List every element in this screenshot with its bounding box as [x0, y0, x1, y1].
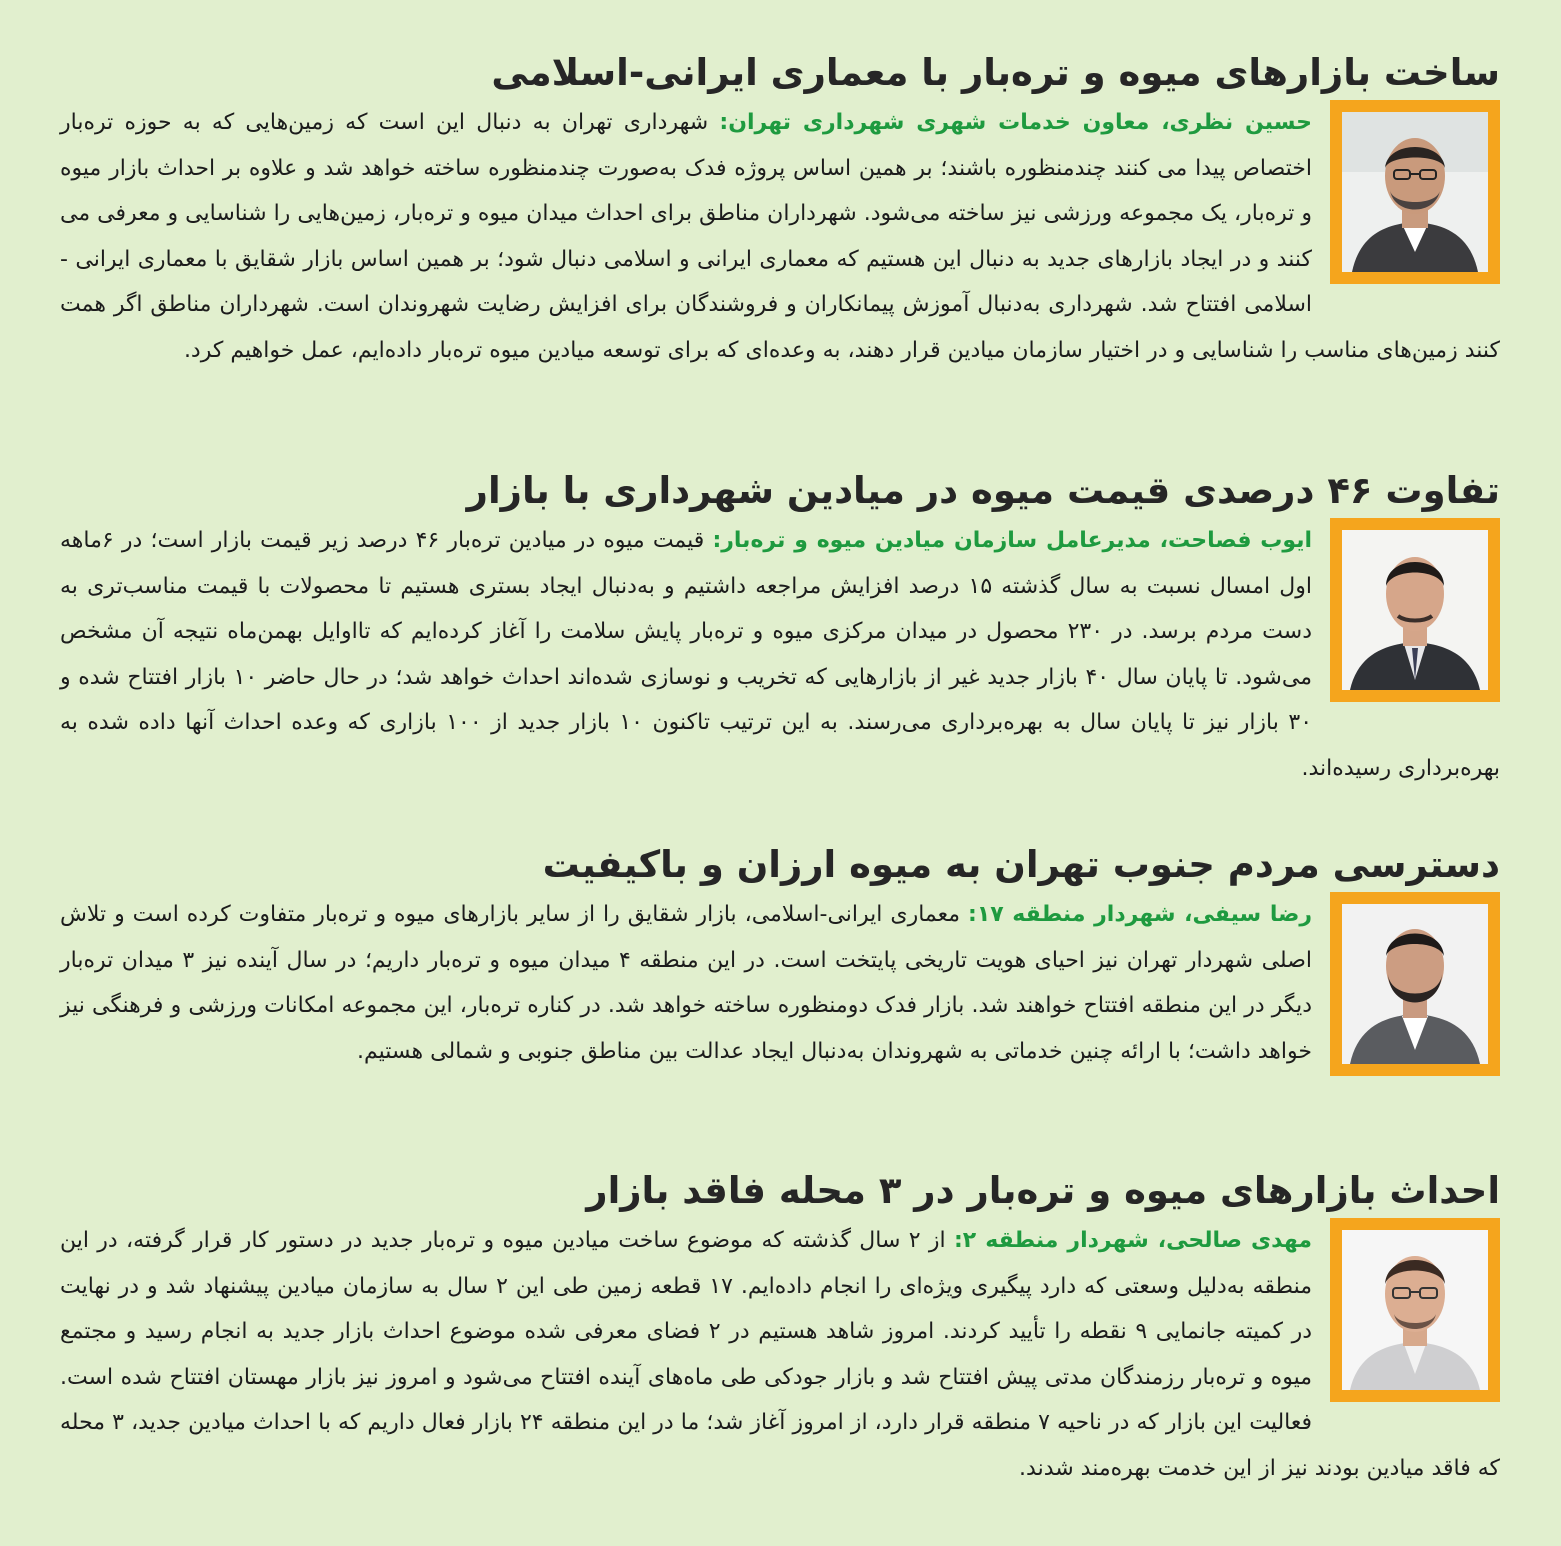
portrait-image	[1342, 530, 1488, 690]
speaker-name: رضا سیفی، شهردار منطقه ۱۷:	[968, 902, 1312, 927]
portrait-image	[1342, 112, 1488, 272]
section-price-difference	[60, 468, 1500, 791]
speaker-photo	[1330, 518, 1500, 702]
speaker-name: مهدی صالحی، شهردار منطقه ۲:	[953, 1228, 1313, 1253]
section-body	[60, 892, 1500, 1074]
speaker-photo	[1330, 1218, 1500, 1402]
portrait-image	[1342, 904, 1488, 1064]
section-text: معماری ایرانی-اسلامی، بازار شقایق را از سایر بازارهای میوه و تره‌بار متفاوت کرده است و تلاش اصلی شهردار تهران نیز احیای هویت تاریخی پایتخت است. در این منطقه ۴ میدان میوه و تره‌بار داریم؛ در سال آینده نیز ۳ میدان تره‌بار دیگر در این منطقه افتتاح خواهند شد. بازار فدک دومنظوره ساخته خواهد شد. در کناره تره‌بار، این مجموعه امکانات ورزشی و فرهنگی نیز خواهد داشت؛ با ارائه چنین خدماتی به شهروندان به‌دنبال ایجاد عدالت بین مناطق جنوبی و شمالی هستیم.	[60, 902, 1312, 1064]
speaker-photo	[1330, 100, 1500, 284]
speaker-photo	[1330, 892, 1500, 1076]
speaker-name: ایوب فصاحت، مدیرعامل سازمان میادین میوه و تره‌بار:	[712, 528, 1313, 553]
section-south-tehran-access	[60, 842, 1500, 1084]
section-heading: ساخت بازارهای میوه و تره‌بار با معماری ایرانی-اسلامی	[491, 51, 1500, 94]
section-heading: تفاوت ۴۶ درصدی قیمت میوه در میادین شهرداری با بازار	[466, 469, 1500, 512]
section-body	[60, 100, 1500, 373]
section-heading: احداث بازارهای میوه و تره‌بار در ۳ محله فاقد بازار	[586, 1169, 1500, 1212]
section-new-markets-district	[60, 1168, 1500, 1491]
section-body	[60, 1218, 1500, 1491]
section-text: قیمت میوه در میادین تره‌بار ۴۶ درصد زیر قیمت بازار است؛ در ۶ماهه اول امسال نسبت به سال گذشته ۱۵ درصد افزایش مراجعه داشتیم و به‌دنبال ایجاد بستری هستیم تا محصولات با قیمت مناسب‌تری به دست مردم برسد. در ۲۳۰ محصول در میدان مرکزی میوه و تره‌بار پایش سلامت را آغاز کرده‌ایم که تااوایل بهمن‌ماه نتیجه آن مشخص می‌شود. تا پایان سال ۴۰ بازار جدید غیر از بازارهایی که تخریب و نوسازی شده‌اند احداث خواهد شد؛ در حال حاضر ۱۰ بازار افتتاح شده و ۳۰ بازار نیز تا پایان سال به بهره‌برداری می‌رسند. به این ترتیب تاکنون ۱۰ بازار جدید از ۱۰۰ بازاری که وعده احداث آنها داده شده به بهره‌برداری رسیده‌اند.	[60, 528, 1500, 781]
section-market-architecture	[60, 50, 1500, 373]
section-heading: دسترسی مردم جنوب تهران به میوه ارزان و باکیفیت	[542, 843, 1500, 886]
section-text: شهرداری تهران به دنبال این است که زمین‌هایی که به حوزه تره‌بار اختصاص پیدا می کنند چندمنظوره باشند؛ بر همین اساس پروژه فدک به‌صورت چندمنظوره ساخته خواهد شد و علاوه بر احداث بازار میوه و تره‌بار، یک مجموعه ورزشی نیز ساخته می‌شود. شهرداران مناطق برای احداث میدان میوه و تره‌بار، زمین‌هایی را شناسایی و معرفی می کنند و در ایجاد بازارهای جدید به دنبال این هستیم که معماری ایرانی و اسلامی دنبال شود؛ بر همین اساس بازار شقایق با معماری ایرانی - اسلامی افتتاح شد. شهرداری به‌دنبال آموزش پیمانکاران و فروشندگان برای افزایش رضایت شهروندان است. شهرداران مناطق اگر همت کنند زمین‌های مناسب را شناسایی و در اختیار سازمان میادین قرار دهند، به وعده‌ای که برای توسعه میادین میوه تره‌بار داده‌ایم، عمل خواهیم کرد.	[60, 110, 1500, 363]
speaker-name: حسین نظری، معاون خدمات شهری شهرداری تهران:	[719, 110, 1312, 135]
section-text: از ۲ سال گذشته که موضوع ساخت میادین میوه و تره‌بار جدید در دستور کار قرار گرفته، در این منطقه به‌دلیل وسعتی که دارد پیگیری ویژه‌ای را انجام داده‌ایم. ۱۷ قطعه زمین طی این ۲ سال به سازمان میادین پیشنهاد شد و در نهایت در کمیته جانمایی ۹ نقطه را تأیید کردند. امروز شاهد هستیم در ۲ فضای معرفی شده موضوع احداث بازار جدید به انجام رسید و مجتمع میوه و تره‌بار رزمندگان مدتی پیش افتتاح شد و بازار جودکی طی ماه‌های آینده افتتاح می‌شود و امروز نیز بازار مهستان افتتاح شده است. فعالیت این بازار که در ناحیه ۷ منطقه قرار دارد، از امروز آغاز شد؛ ما در این منطقه ۲۴ بازار فعال داریم که با احداث میادین جدید، ۳ محله که فاقد میادین بودند نیز از این خدمت بهره‌مند شدند.	[60, 1228, 1500, 1481]
section-body	[60, 518, 1500, 791]
portrait-image	[1342, 1230, 1488, 1390]
